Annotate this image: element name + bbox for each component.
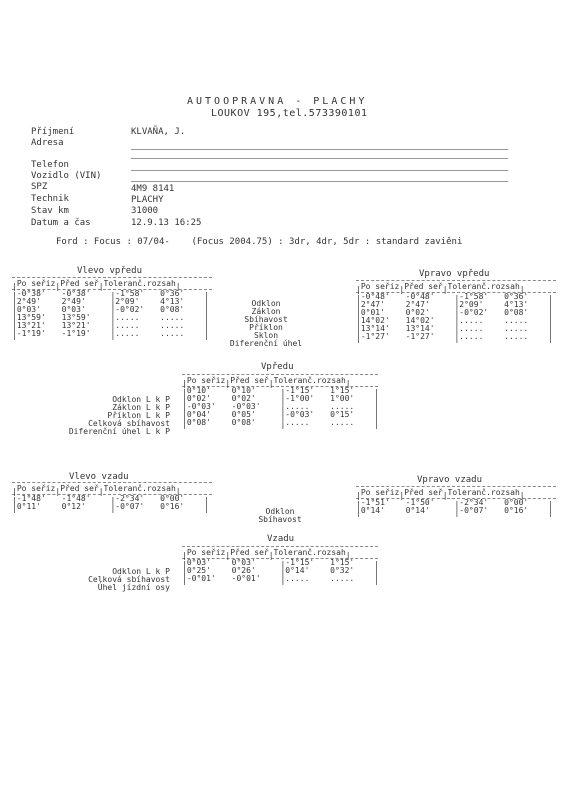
form-line-vin <box>131 181 508 182</box>
table-cell: 0°14' <box>405 507 430 515</box>
table-row: |-1°51' -1°50' |-2°34' 0°00' | <box>356 499 553 509</box>
company-name: AUTOOPRAVNA - PLACHY <box>187 96 368 107</box>
table-cell: -1°15' <box>285 559 315 567</box>
column-header: Po seřiz <box>16 279 56 288</box>
form-value-mileage: 31000 <box>131 206 159 216</box>
column-header: Toleranč.rozsah <box>447 282 520 291</box>
table-cell: 0°08' <box>231 419 256 427</box>
table-cell: -1°48' <box>61 495 91 503</box>
table-cell: -0°03' <box>186 403 216 411</box>
table-row: |0°11' 0°12' |-0°07' 0°16' | <box>12 503 209 513</box>
column-header: Toleranč.rozsah <box>103 279 176 288</box>
table-row: |0°03' 0°03' |-0°02' 0°08' | <box>12 306 209 316</box>
table-row: |-1°27' -1°27' |..... ..... | <box>356 333 553 343</box>
column-header: Po seřiz <box>360 282 400 291</box>
table-cell: ..... <box>459 325 484 333</box>
table-cell: -1°58' <box>459 293 489 301</box>
table-header: |Po seřiz|Před seř|Toleranč.rozsah| <box>356 282 525 294</box>
table-cell: 4°13' <box>504 301 529 309</box>
table-cell: 0°02' <box>231 395 256 403</box>
form-label-technician: Technik <box>31 194 69 204</box>
table-cell: 1°00' <box>330 395 355 403</box>
table-row: |-0°38' -0°38' |-1°58' 0°36' | <box>12 290 209 300</box>
form-label-datetime: Datum a čas <box>31 218 91 228</box>
labels-rear-axle <box>20 568 170 592</box>
table-cell: 0°14' <box>285 567 310 575</box>
table-row: |0°03' 0°03' |-1°15' 1°15' | <box>182 559 379 569</box>
table-cell: 0°03' <box>61 306 86 314</box>
table-row: |-1°48' -1°48' |-2°34' 0°00' | <box>12 495 209 505</box>
table-row: |0°01' 0°02' |-0°02' 0°08' | <box>356 309 553 319</box>
column-header: Po seřiz <box>16 484 56 493</box>
table-cell: 13°21' <box>61 322 91 330</box>
column-header: Před seř <box>404 488 443 497</box>
column-header: Před seř <box>230 548 269 557</box>
table-cell: 13°59' <box>61 314 91 322</box>
form-value-plate: 4M9 8141 <box>131 184 175 194</box>
table-cell: -1°27' <box>405 333 435 341</box>
table-cell: 2°49' <box>16 298 41 306</box>
table-cell: 0°25' <box>186 567 211 575</box>
column-header: Toleranč.rozsah <box>447 488 520 497</box>
table-cell: 0°02' <box>405 309 430 317</box>
column-header: Před seř <box>230 376 269 385</box>
table-cell: 14°02' <box>360 317 390 325</box>
table-header: |Po seřiz|Před seř|Toleranč.rozsah| <box>182 376 351 388</box>
table-cell: 0°01' <box>360 309 385 317</box>
table-cell: -0°48' <box>405 293 435 301</box>
table-row: |-0°01' -0°01' |..... ..... | <box>182 575 379 585</box>
table-cell: -2°34' <box>459 499 489 507</box>
row-label: Odklon <box>251 299 281 308</box>
row-label: Sklon <box>253 331 279 340</box>
table-cell: ..... <box>504 317 529 325</box>
form-line-address-2 <box>131 158 508 159</box>
labels-rear-wheels <box>235 508 325 524</box>
column-header: Před seř <box>404 282 443 291</box>
table-cell: 14°02' <box>405 317 435 325</box>
table-row: |0°04' 0°05' |-0°03' 0°15' | <box>182 411 379 421</box>
column-header: Po seřiz <box>186 548 226 557</box>
table-cell: ..... <box>504 333 529 341</box>
table-cell: 0°03' <box>231 559 256 567</box>
table-cell: -0°01' <box>186 575 216 583</box>
column-header: Toleranč.rozsah <box>273 376 346 385</box>
table-cell: 0°03' <box>16 306 41 314</box>
table-cell: -1°15' <box>285 387 315 395</box>
table-rear-left <box>12 482 212 511</box>
table-cell: 0°03' <box>186 559 211 567</box>
table-row: |-1°19' -1°19' |..... ..... | <box>12 330 209 340</box>
form-label-address: Adresa <box>31 138 64 148</box>
table-cell: -1°51' <box>360 499 390 507</box>
table-row: |2°47' 2°47' |2°09' 4°13' | <box>356 301 553 311</box>
row-label: Celková sbíhavost <box>88 575 170 584</box>
column-header: Toleranč.rozsah <box>273 548 346 557</box>
table-cell: -0°07' <box>115 503 145 511</box>
table-cell: -0°07' <box>459 507 489 515</box>
column-header: Toleranč.rozsah <box>103 484 176 493</box>
table-cell: ..... <box>285 403 310 411</box>
table-cell: -0°38' <box>16 290 46 298</box>
table-cell: 4°13' <box>160 298 185 306</box>
table-cell: -1°48' <box>16 495 46 503</box>
form-label-mileage: Stav km <box>31 206 69 216</box>
row-label: Záklon <box>251 307 281 316</box>
table-cell: 0°36' <box>160 290 185 298</box>
table-row: |14°02' 14°02' |..... ..... | <box>356 317 553 327</box>
table-cell: -1°50' <box>405 499 435 507</box>
table-cell: 0°00' <box>160 495 185 503</box>
table-front-left <box>12 277 212 338</box>
table-header: |Po seřiz|Před seř|Toleranč.rozsah| <box>356 488 525 500</box>
table-cell: ..... <box>285 419 310 427</box>
table-header: |Po seřiz|Před seř|Toleranč.rozsah| <box>12 279 181 291</box>
table-row: |-0°03' -0°03' |..... ..... | <box>182 403 379 413</box>
table-cell: 13°21' <box>16 322 46 330</box>
form-value-technician: PLACHY <box>131 195 164 205</box>
table-cell: 0°10' <box>231 387 256 395</box>
table-cell: 0°02' <box>186 395 211 403</box>
company-address: LOUKOV 195,tel.573390101 <box>211 108 368 119</box>
table-row: |0°25' 0°26' |0°14' 0°32' | <box>182 567 379 577</box>
row-label: Diferenční úhel <box>229 339 303 348</box>
form-label-vin: Vozidlo (VIN) <box>31 171 102 181</box>
table-cell: -1°27' <box>360 333 390 341</box>
table-cell: 0°08' <box>186 419 211 427</box>
table-row: |13°14' 13°14' |..... ..... | <box>356 325 553 335</box>
section-title-front-left: Vlevo vpředu <box>77 266 143 276</box>
section-title-rear-axle: Vzadu <box>267 534 295 544</box>
row-label: Příklon L k P <box>107 411 170 420</box>
section-title-rear-right: Vpravo vzadu <box>417 475 483 485</box>
table-cell: 0°08' <box>504 309 529 317</box>
table-cell: 0°15' <box>330 411 355 419</box>
row-label: Úhel jízdní osy <box>97 583 170 592</box>
table-cell: 13°14' <box>405 325 435 333</box>
form-line-address <box>131 149 508 150</box>
form-line-phone <box>131 170 508 171</box>
table-cell: ..... <box>285 575 310 583</box>
table-cell: ..... <box>330 575 355 583</box>
row-label: Odklon L k P <box>112 395 170 404</box>
table-row: |13°21' 13°21' |..... ..... | <box>12 322 209 332</box>
table-cell: ..... <box>160 314 185 322</box>
row-label: Diferenční úhel L k P <box>68 427 170 436</box>
table-cell: ..... <box>115 314 140 322</box>
table-cell: -0°02' <box>459 309 489 317</box>
row-label: Sbíhavost <box>244 315 288 324</box>
table-front-right <box>356 280 556 341</box>
labels-front-axle <box>20 396 170 436</box>
table-row: |0°08' 0°08' |..... ..... | <box>182 419 379 429</box>
table-cell: 13°14' <box>360 325 390 333</box>
table-front-axle <box>182 374 378 427</box>
table-cell: -1°19' <box>16 330 46 338</box>
row-label: Celková sbíhavost <box>88 419 170 428</box>
table-cell: 2°09' <box>115 298 140 306</box>
table-cell: ..... <box>115 330 140 338</box>
table-cell: 0°00' <box>504 499 529 507</box>
table-cell: 0°08' <box>160 306 185 314</box>
table-cell: 2°49' <box>61 298 86 306</box>
table-row: |2°49' 2°49' |2°09' 4°13' | <box>12 298 209 308</box>
table-cell: 0°16' <box>160 503 185 511</box>
table-cell: -1°00' <box>285 395 315 403</box>
table-cell: -2°34' <box>115 495 145 503</box>
table-cell: 2°47' <box>360 301 385 309</box>
section-title-front-right: Vpravo vpředu <box>419 269 490 279</box>
table-cell: -0°01' <box>231 575 261 583</box>
table-cell: ..... <box>115 322 140 330</box>
table-cell: 0°14' <box>360 507 385 515</box>
table-cell: 0°04' <box>186 411 211 419</box>
row-label: Odklon L k P <box>112 567 170 576</box>
table-cell: 0°32' <box>330 567 355 575</box>
column-header: Před seř <box>60 279 99 288</box>
column-header: Po seřiz <box>186 376 226 385</box>
section-title-rear-left: Vlevo vzadu <box>69 472 129 482</box>
row-label: Záklon L k P <box>112 403 170 412</box>
form-label-surname: Příjmení <box>31 127 75 137</box>
table-cell: 0°12' <box>61 503 86 511</box>
row-label: Příklon <box>249 323 283 332</box>
table-cell: ..... <box>459 317 484 325</box>
section-title-front-axle: Vpředu <box>261 362 294 372</box>
table-cell: ..... <box>330 403 355 411</box>
table-cell: ..... <box>330 419 355 427</box>
table-cell: -0°03' <box>285 411 315 419</box>
table-cell: -0°38' <box>61 290 91 298</box>
table-cell: -0°03' <box>231 403 261 411</box>
table-cell: 0°05' <box>231 411 256 419</box>
table-cell: 0°36' <box>504 293 529 301</box>
table-cell: 1°15' <box>330 559 355 567</box>
row-label: Odklon <box>265 507 295 516</box>
table-cell: 2°09' <box>459 301 484 309</box>
table-cell: 0°26' <box>231 567 256 575</box>
vehicle-spec: Ford : Focus : 07/04- (Focus 2004.75) : 3dr, 4dr, 5dr : standard zaviěni <box>56 237 463 247</box>
form-value-surname: KLVAÑA, J. <box>131 127 186 137</box>
table-cell: -0°02' <box>115 306 145 314</box>
table-cell: ..... <box>160 322 185 330</box>
table-cell: ..... <box>459 333 484 341</box>
table-cell: 0°10' <box>186 387 211 395</box>
table-cell: 0°16' <box>504 507 529 515</box>
table-cell: ..... <box>160 330 185 338</box>
table-cell: -1°58' <box>115 290 145 298</box>
table-cell: -1°19' <box>61 330 91 338</box>
row-label: Sbíhavost <box>258 515 302 524</box>
table-row: |0°02' 0°02' |-1°00' 1°00' | <box>182 395 379 405</box>
form-value-datetime: 12.9.13 16:25 <box>131 218 202 228</box>
column-header: Před seř <box>60 484 99 493</box>
table-header: |Po seřiz|Před seř|Toleranč.rozsah| <box>182 548 351 560</box>
table-cell: -0°48' <box>360 293 390 301</box>
table-cell: 0°11' <box>16 503 41 511</box>
table-header: |Po seřiz|Před seř|Toleranč.rozsah| <box>12 484 181 496</box>
table-cell: 1°15' <box>330 387 355 395</box>
table-row: |0°10' 0°10' |-1°15' 1°15' | <box>182 387 379 397</box>
table-rear-right <box>356 486 556 515</box>
table-cell: 13°59' <box>16 314 46 322</box>
table-row: |-0°48' -0°48' |-1°58' 0°36' | <box>356 293 553 303</box>
form-label-phone: Telefon <box>31 160 69 170</box>
labels-front-wheels <box>222 300 310 348</box>
table-row: |0°14' 0°14' |-0°07' 0°16' | <box>356 507 553 517</box>
table-cell: ..... <box>504 325 529 333</box>
table-rear-axle <box>182 546 378 583</box>
column-header: Po seřiz <box>360 488 400 497</box>
table-row: |13°59' 13°59' |..... ..... | <box>12 314 209 324</box>
table-cell: 2°47' <box>405 301 430 309</box>
form-label-plate: SPZ <box>31 182 48 192</box>
